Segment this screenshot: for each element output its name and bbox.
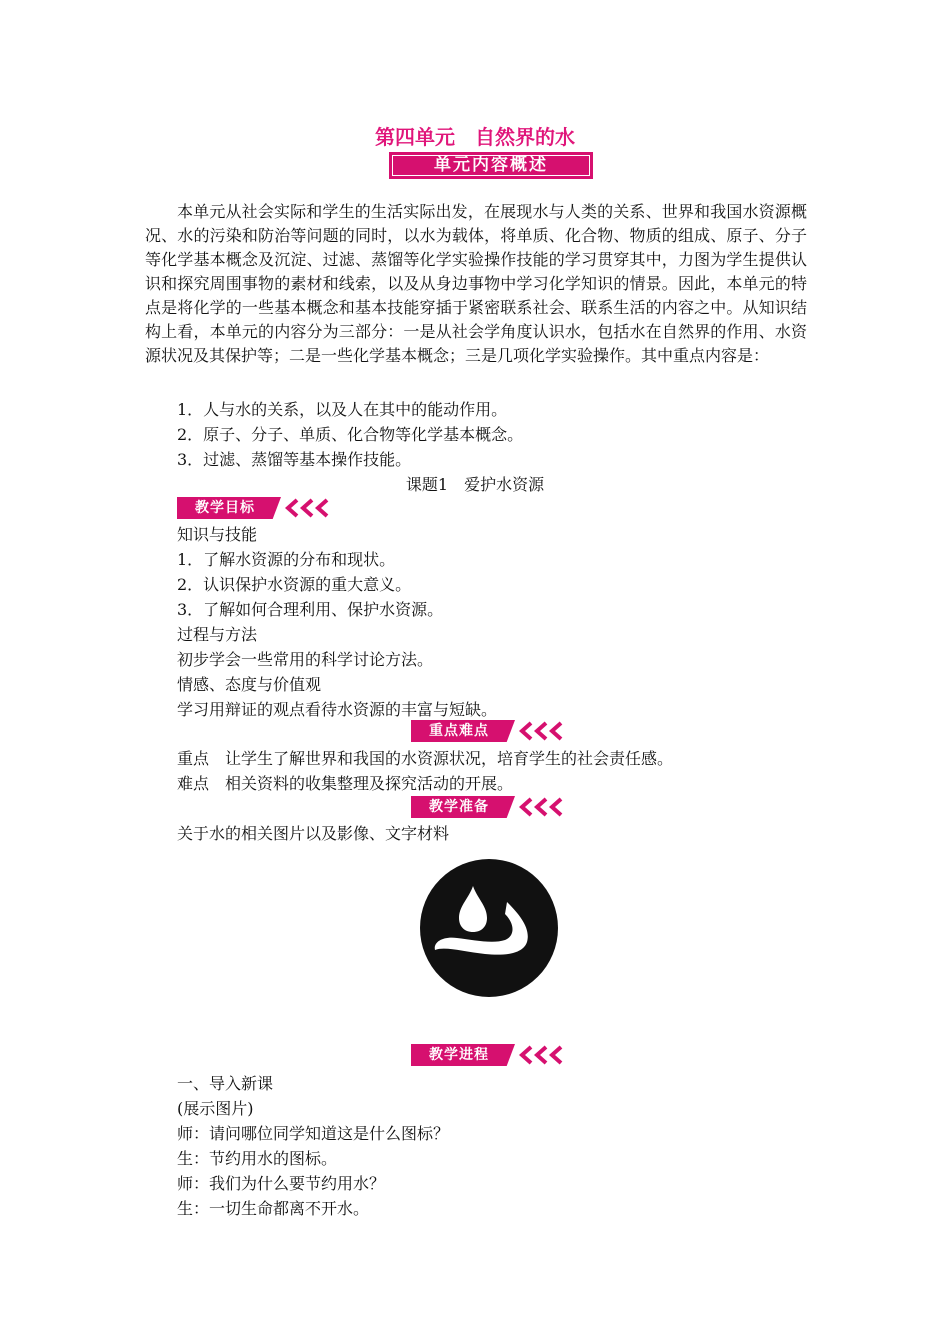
process-line: 师：我们为什么要节约用水？ bbox=[177, 1174, 386, 1193]
objective-item: 2．认识保护水资源的重大意义。 bbox=[177, 575, 412, 594]
objectives-heading-values: 情感、态度与价值观 bbox=[177, 675, 322, 694]
difficult-point-line: 难点 相关资料的收集整理及探究活动的开展。 bbox=[177, 774, 514, 793]
key-point-1: 1．人与水的关系，以及人在其中的能动作用。 bbox=[177, 400, 508, 419]
triple-chevron-left-icon bbox=[281, 497, 341, 519]
key-point-2: 2．原子、分子、单质、化合物等化学基本概念。 bbox=[177, 425, 524, 444]
tag-key-difficult-label: 重点难点 bbox=[429, 723, 489, 739]
lesson-title: 课题1 爱护水资源 bbox=[405, 475, 545, 494]
triple-chevron-left-icon bbox=[515, 796, 575, 818]
overview-paragraph: 本单元从社会实际和学生的生活实际出发，在展现水与人类的关系、世界和我国水资源概况、水的污染和防治等问题的同时，以水为载体，将单质、化合物、物质的组成、原子、分子等化学基本概念及沉淀、过滤、蒸馏等化学实验操作技能的学习贯穿其中，力图为学生提供认识和探究周围事物的素材和线索，以及从身边事物中学习化学知识的情景。因此，本单元的特点是将化学的一些基本概念和基本技能穿插于紧密联系社会、联系生活的内容之中。从知识结构上看，本单元的内容分为三部分：一是从社会学角度认识水，包括水在自然界的作用、水资源状况及其保护等；二是一些化学基本概念；三是几项化学实验操作。其中重点内容是： bbox=[145, 202, 807, 365]
process-heading: 一、导入新课 bbox=[177, 1074, 274, 1093]
key-point-line: 重点 让学生了解世界和我国的水资源状况，培育学生的社会责任感。 bbox=[177, 749, 674, 768]
objective-item: 初步学会一些常用的科学讨论方法。 bbox=[177, 650, 434, 669]
triple-chevron-left-icon bbox=[515, 1044, 575, 1066]
tag-preparation-label: 教学准备 bbox=[429, 799, 489, 815]
objectives-heading-knowledge: 知识与技能 bbox=[177, 525, 258, 544]
unit-overview-banner bbox=[389, 152, 593, 179]
process-line: 生：节约用水的图标。 bbox=[177, 1149, 338, 1168]
objective-item: 3．了解如何合理利用、保护水资源。 bbox=[177, 600, 444, 619]
preparation-line: 关于水的相关图片以及影像、文字材料 bbox=[177, 824, 450, 843]
objective-item: 1．了解水资源的分布和现状。 bbox=[177, 550, 396, 569]
key-point-3: 3．过滤、蒸馏等基本操作技能。 bbox=[177, 450, 412, 469]
objectives-heading-process: 过程与方法 bbox=[177, 625, 258, 644]
process-line: 师：请问哪位同学知道这是什么图标？ bbox=[177, 1124, 450, 1143]
unit-title: 第四单元 自然界的水 bbox=[375, 125, 575, 149]
triple-chevron-left-icon bbox=[515, 720, 575, 742]
tag-process-label: 教学进程 bbox=[429, 1047, 489, 1063]
tag-objectives-label: 教学目标 bbox=[195, 500, 255, 516]
process-line: (展示图片) bbox=[177, 1099, 254, 1118]
objective-item: 学习用辩证的观点看待水资源的丰富与短缺。 bbox=[177, 700, 498, 719]
process-line: 生：一切生命都离不开水。 bbox=[177, 1199, 370, 1218]
banner-label: 单元内容概述 bbox=[434, 155, 548, 175]
water-saving-logo-icon bbox=[419, 858, 559, 998]
